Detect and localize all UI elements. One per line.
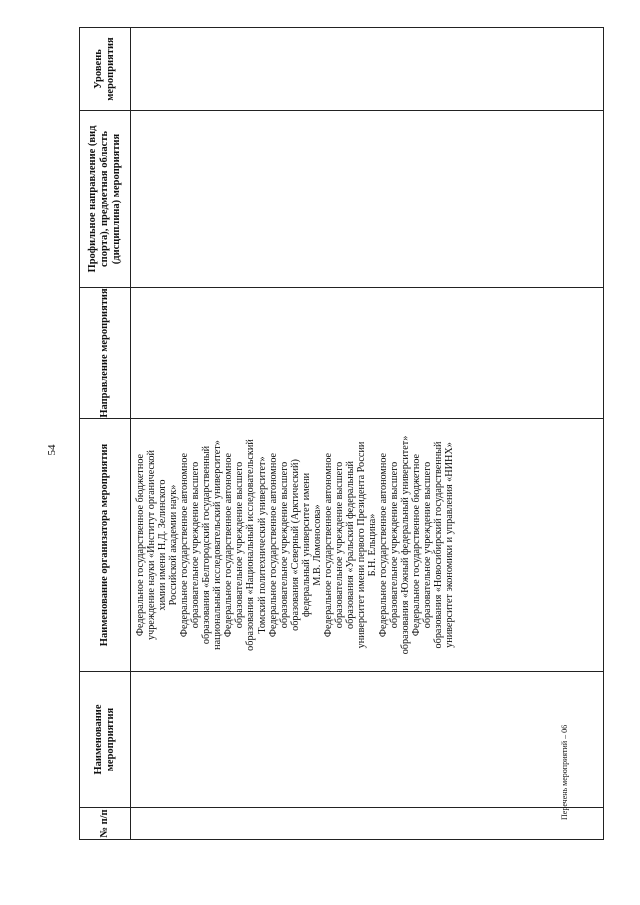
cell-level <box>131 28 604 111</box>
header-event-name: Наименование мероприятия <box>80 672 131 808</box>
organizer-line: Российской академии наук» <box>168 484 180 606</box>
organizer-line: образования «Белгородский государственный <box>201 445 213 645</box>
organizer-line: Б.Н. Ельцина» <box>366 513 378 577</box>
organizer-text <box>131 419 455 671</box>
organizer-line: Федеральное государственное автономное <box>179 452 191 638</box>
footer-text: Перечень мероприятий – 06 <box>560 724 569 820</box>
page-number: 54 <box>46 444 58 456</box>
organizer-line: Томский политехнический университет» <box>256 456 268 634</box>
organizer-line: образования «Уральский федеральный <box>344 461 356 629</box>
organizer-line: образовательное учреждение высшего <box>190 461 202 629</box>
cell-profile <box>131 111 604 288</box>
table-header-row <box>80 28 131 840</box>
cell-number <box>131 808 604 840</box>
rotated-table-wrapper <box>79 28 604 840</box>
cell-organizer <box>131 419 604 672</box>
organizer-line: Федеральное государственное автономное <box>223 452 235 638</box>
organizer-line: Федеральное государственное бюджетное <box>411 453 423 637</box>
header-direction: Направление мероприятия <box>80 288 131 419</box>
organizer-line: университет имени первого Президента России <box>355 441 367 649</box>
cell-direction <box>131 288 604 419</box>
header-profile: Профильное направление (вид спорта), предметная область (дисциплина) мероприятия <box>80 111 131 288</box>
organizer-line: национальный исследовательский университет» <box>212 440 224 650</box>
organizer-line: университет экономики и управления «НИНХ» <box>444 442 456 648</box>
organizer-line: химии имени Н.Д. Зелинского <box>157 479 169 611</box>
cell-event-name <box>131 672 604 808</box>
organizer-line: М.В. Ломоносова» <box>311 504 323 586</box>
table-row <box>131 28 604 840</box>
organizer-line: образования «Национальный исследовательский <box>245 439 257 651</box>
header-number: № п/п <box>80 808 131 840</box>
organizer-line: Федеральное государственное автономное <box>267 452 279 638</box>
organizer-line: образования «Новосибирский государственный <box>433 441 445 649</box>
organizer-line: образования «Северный (Арктический) <box>289 459 301 631</box>
header-level: Уровень мероприятия <box>80 28 131 111</box>
organizer-line: учреждение науки «Институт органической <box>146 450 158 640</box>
header-organizer: Наименование организатора мероприятия <box>80 419 131 672</box>
organizer-line: федеральный университет имени <box>300 472 312 618</box>
organizer-line: Федеральное государственное бюджетное <box>135 453 146 637</box>
organizer-line: образовательное учреждение высшего <box>422 461 434 629</box>
organizer-line: Федеральное государственное автономное <box>322 452 334 638</box>
organizer-line: Федеральное государственное автономное <box>378 452 390 638</box>
organizer-line: образовательное учреждение высшего <box>333 461 345 629</box>
organizer-line: образования «Южный федеральный университет» <box>400 435 412 655</box>
organizer-line: образовательное учреждение высшего <box>234 461 246 629</box>
organizer-line: образовательное учреждение высшего <box>278 461 290 629</box>
events-table <box>79 27 604 840</box>
organizer-line: образовательное учреждение высшего <box>389 461 401 629</box>
